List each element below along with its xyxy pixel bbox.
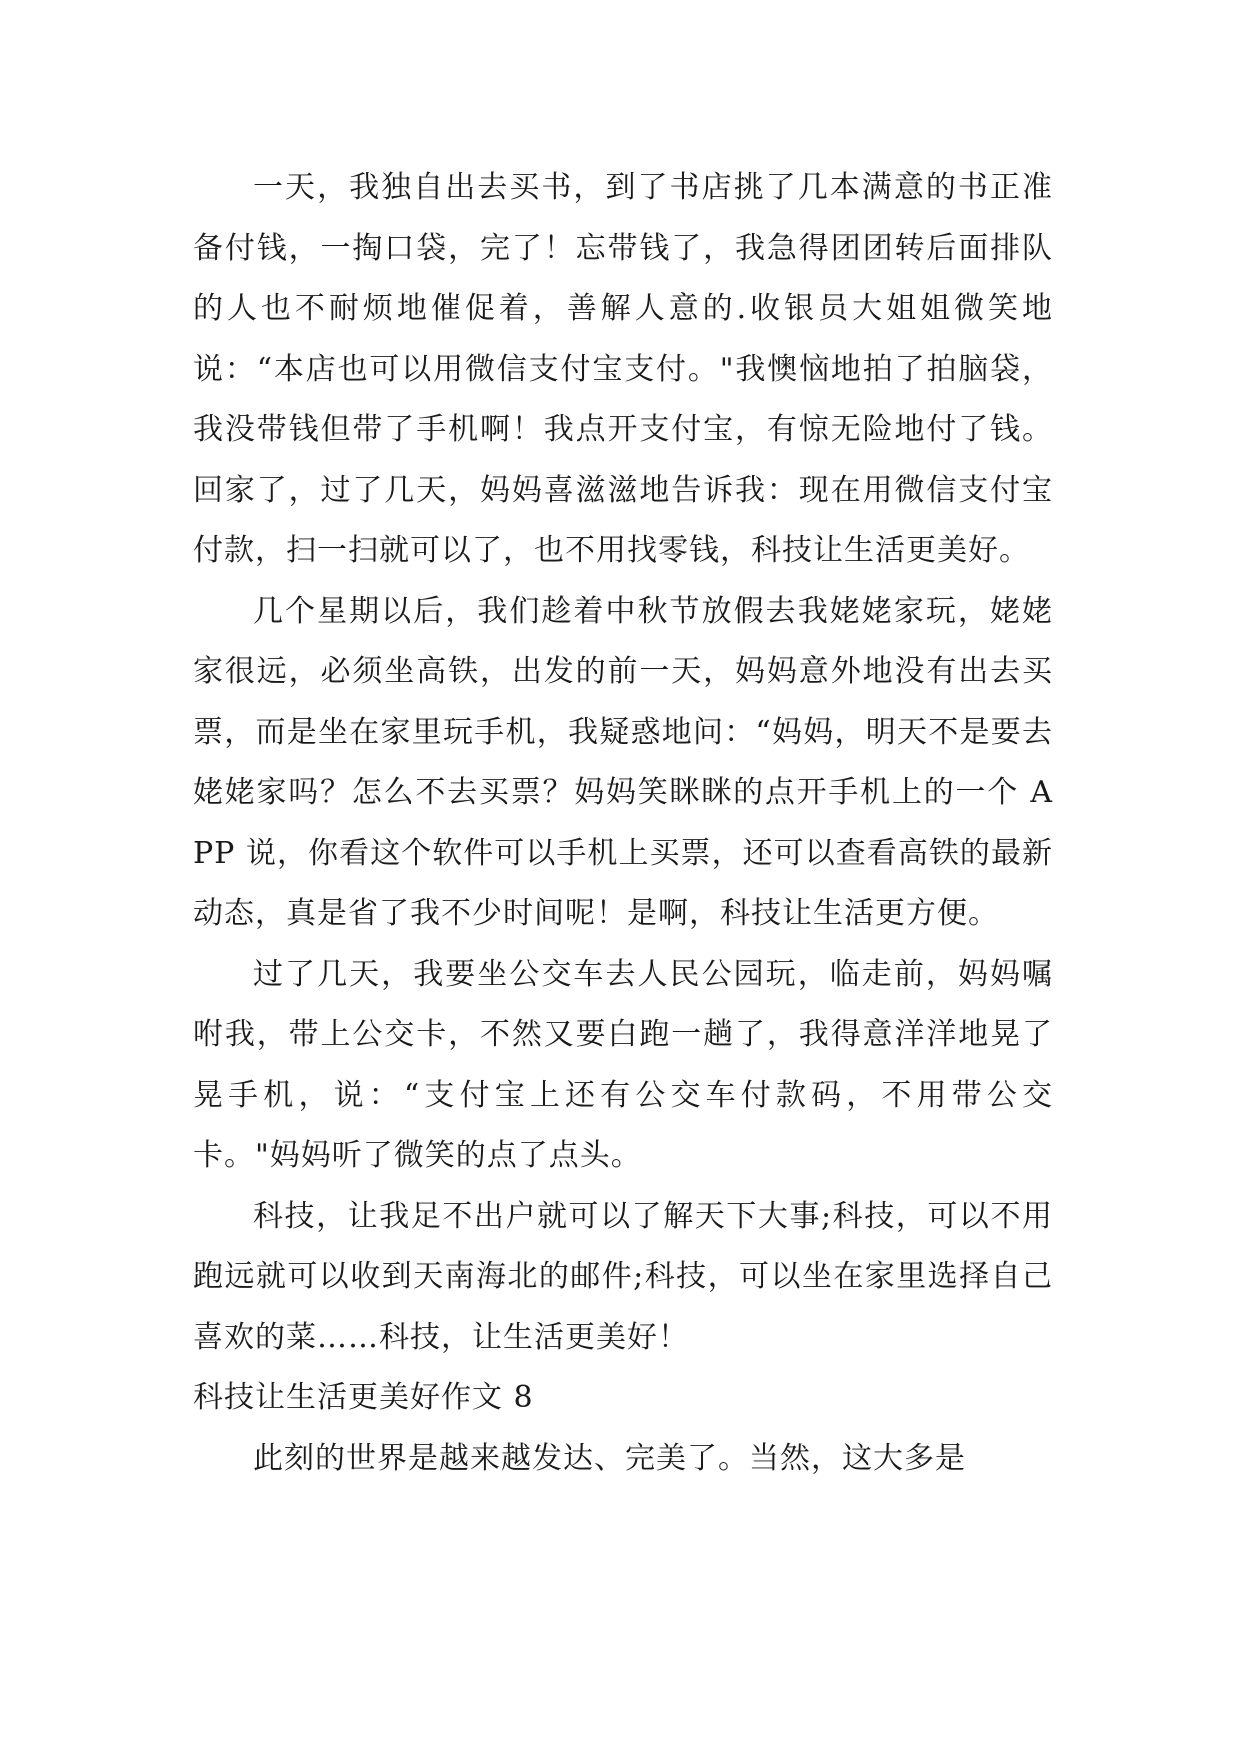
paragraph-5: 此刻的世界是越来越发达、完美了。当然，这大多是: [253, 1440, 966, 1476]
paragraph-2: 几个星期以后，我们趁着中秋节放假去我姥姥家玩，姥姥家很远，必须坐高铁，出发的前一天，妈妈意外地没有出去买票，而是坐在家里玩手机，我疑惑地问：“妈妈，明天不是要去姥姥家吗？怎么不去买票？妈妈笑眯眯的点开手机上的一个 APP 说，你看这个软件可以手机上买票，还可以查看高铁的最新动态，真是省了我不少时间呢！是啊，科技让生活更方便。: [193, 593, 1053, 931]
paragraph-3: 过了几天，我要坐公交车去人民公园玩，临走前，妈妈嘱咐我，带上公交卡，不然又要白跑一趟了，我得意洋洋地晃了晃手机，说：“支付宝上还有公交车付款码，不用带公交卡。"妈妈听了微笑的点了点头。: [193, 956, 1053, 1173]
text-column: [193, 158, 1053, 1489]
paragraph-1: 一天，我独自出去买书，到了书店挑了几本满意的书正准备付钱，一掏口袋，完了！忘带钱了，我急得团团转后面排队的人也不耐烦地催促着，善解人意的.收银员大姐姐微笑地说：“本店也可以用微信支付宝支付。"我懊恼地拍了拍脑袋，我没带钱但带了手机啊！我点开支付宝，有惊无险地付了钱。回家了，过了几天，妈妈喜滋滋地告诉我：现在用微信支付宝付款，扫一扫就可以了，也不用找零钱，科技让生活更美好。: [193, 170, 1053, 568]
paragraph-4: 科技，让我足不出户就可以了解天下大事;科技，可以不用跑远就可以收到天南海北的邮件;科技，可以坐在家里选择自己喜欢的菜……科技，让生活更美好！: [193, 1198, 1053, 1355]
section-heading: 科技让生活更美好作文 8: [193, 1380, 534, 1415]
